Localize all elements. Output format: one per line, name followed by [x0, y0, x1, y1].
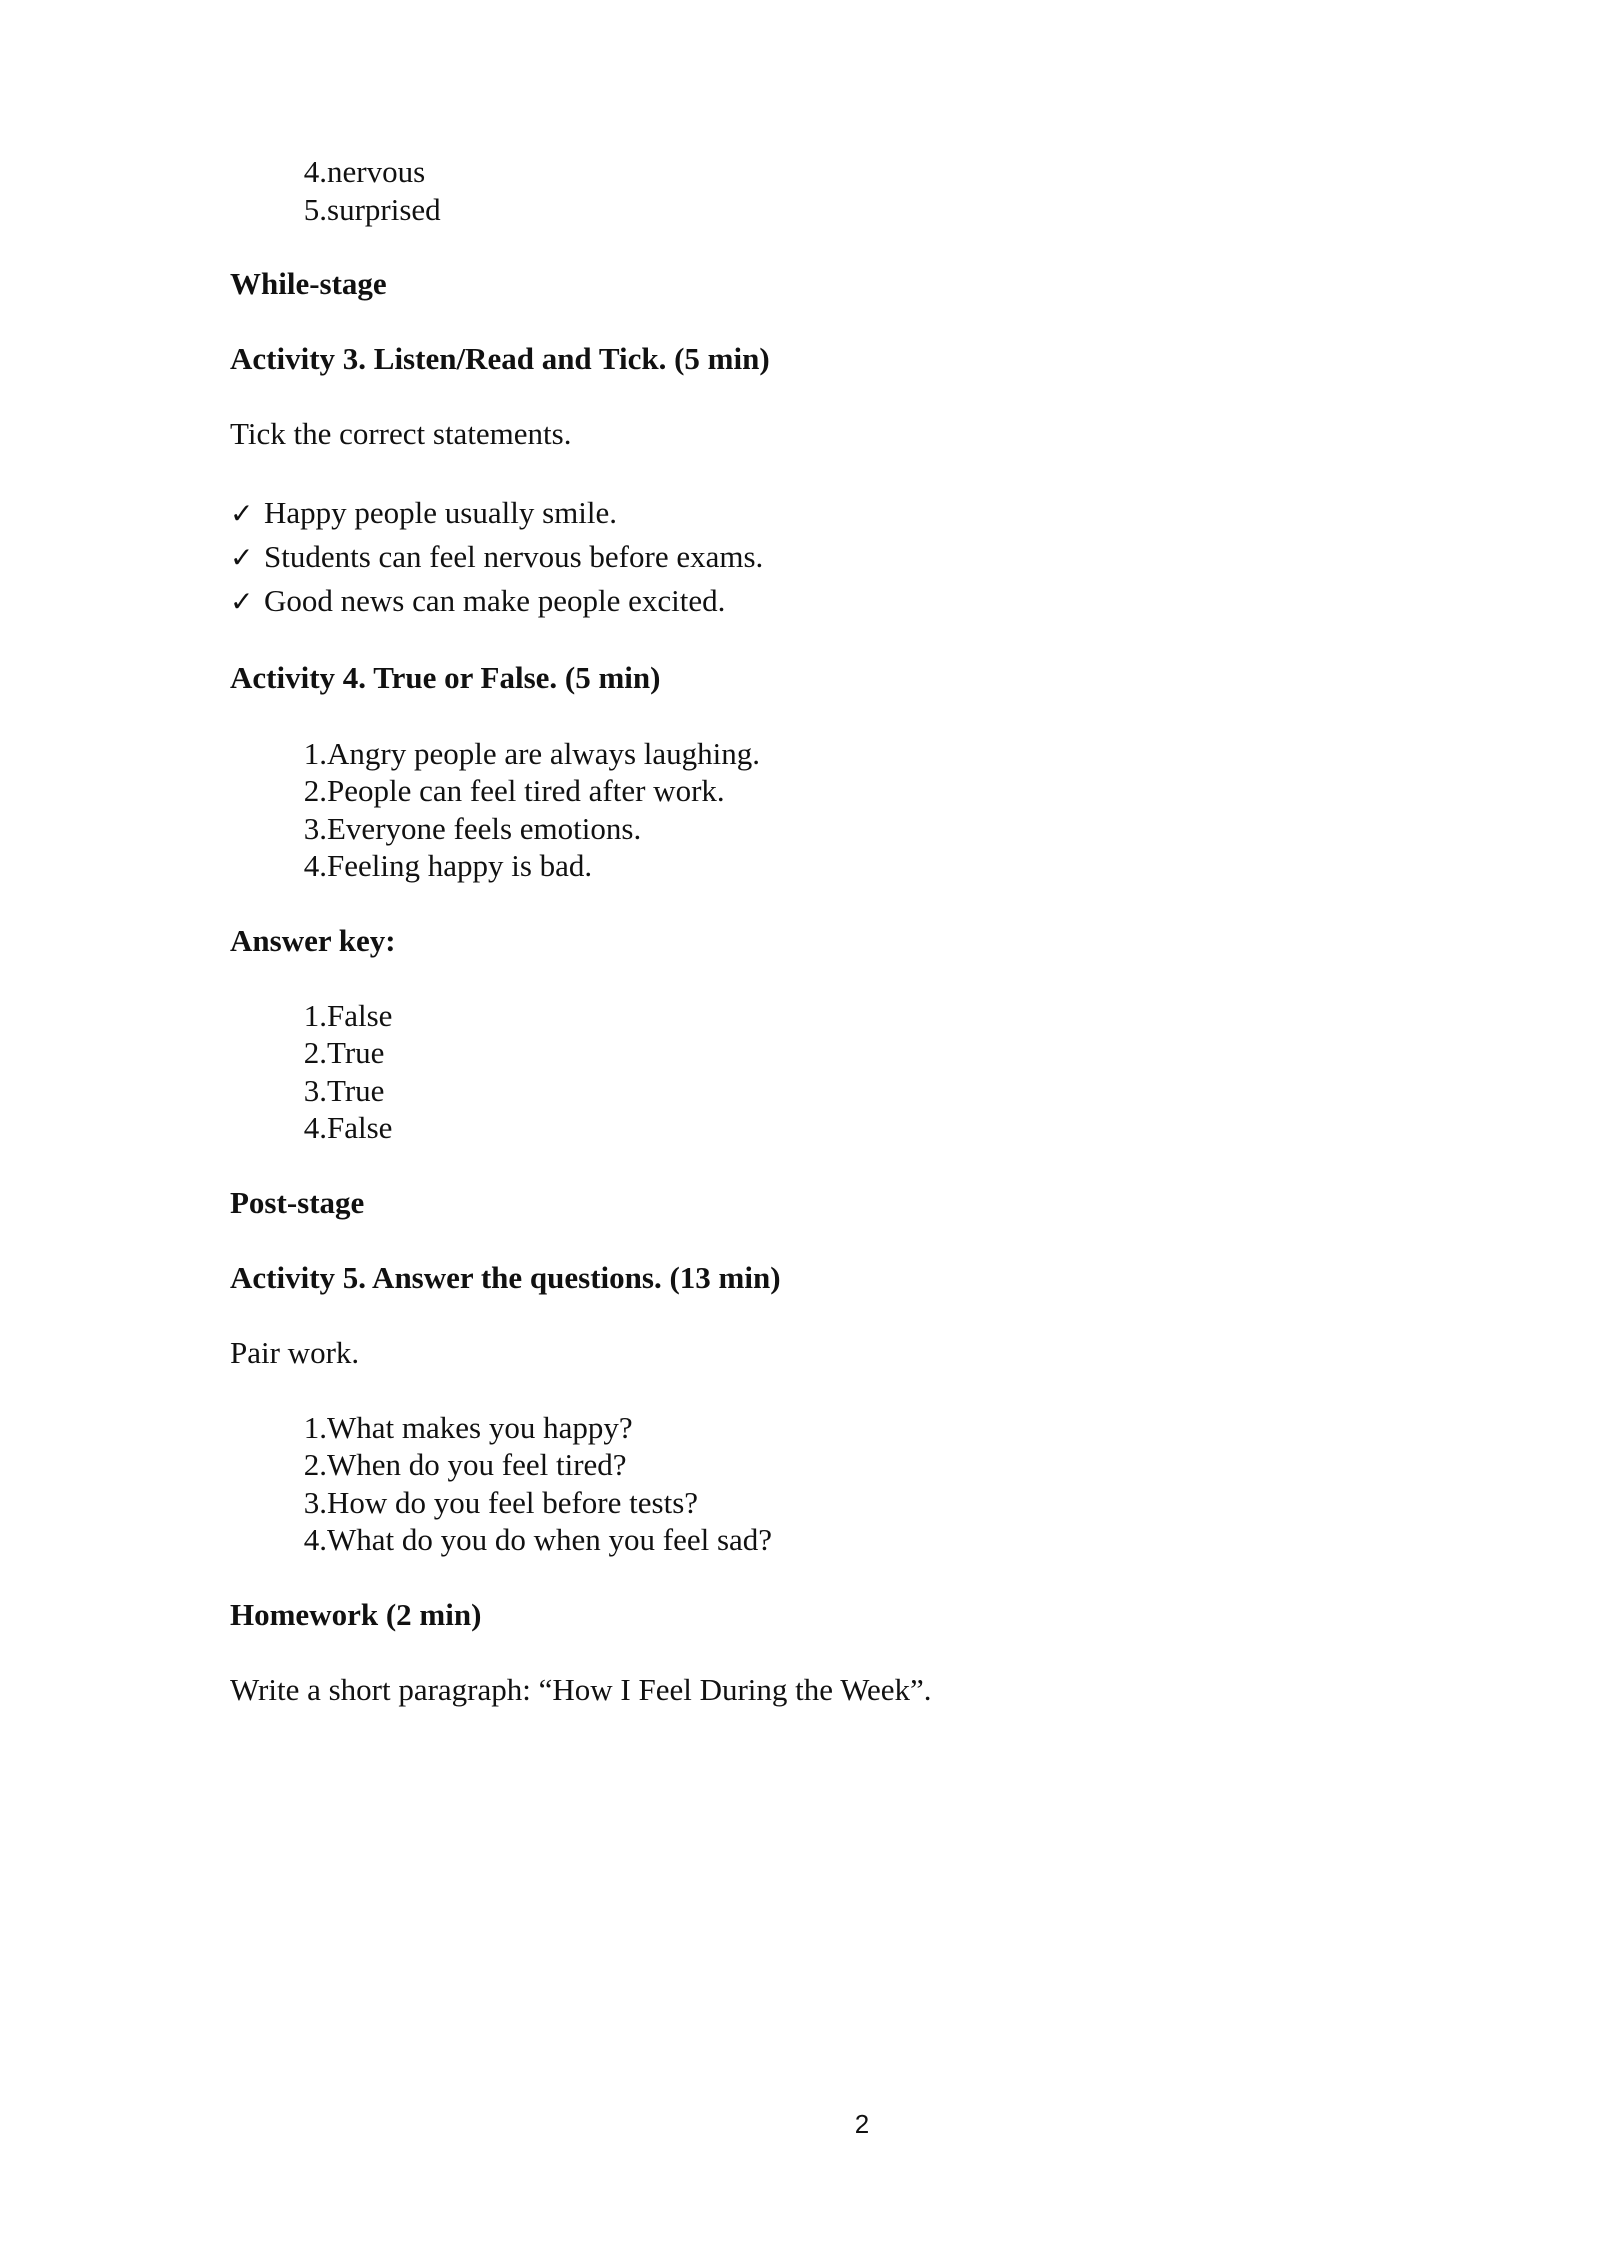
activity-4-title: Activity 4. True or False. (5 min): [230, 660, 661, 695]
list-item: [303, 1034, 385, 1072]
list-item-text: When do you feel tired?: [327, 1447, 627, 1482]
list-item-text: True: [327, 1035, 385, 1070]
list-item: [303, 1072, 385, 1110]
check-statement-text: Students can feel nervous before exams.: [264, 539, 764, 574]
list-item: [303, 1409, 633, 1447]
list-item: [303, 997, 393, 1035]
list-item: [303, 191, 441, 229]
list-item: [303, 810, 642, 848]
list-item-number: 2.: [303, 773, 327, 808]
list-item-number: 3.: [303, 1485, 327, 1520]
list-item-text: What makes you happy?: [327, 1410, 633, 1445]
list-item-text: nervous: [327, 154, 426, 189]
check-statement: [230, 582, 725, 621]
section-heading-while-stage: While-stage: [230, 266, 387, 301]
list-item-text: What do you do when you feel sad?: [327, 1522, 773, 1557]
list-item: [303, 1484, 699, 1522]
check-statement: [230, 538, 763, 577]
list-item-text: Angry people are always laughing.: [327, 736, 761, 771]
list-item: [303, 772, 725, 810]
list-item-number: 3.: [303, 811, 327, 846]
homework-title: Homework (2 min): [230, 1597, 482, 1632]
check-statement-text: Good news can make people excited.: [264, 583, 726, 618]
list-item-number: 4.: [303, 154, 327, 189]
page-number: 2: [854, 2109, 870, 2139]
list-item-text: People can feel tired after work.: [327, 773, 725, 808]
list-item-text: False: [327, 998, 393, 1033]
list-item-number: 4.: [303, 1110, 327, 1145]
list-item-number: 5.: [303, 192, 327, 227]
list-item-number: 1.: [303, 1410, 327, 1445]
check-statement-text: Happy people usually smile.: [264, 495, 617, 530]
homework-text: Write a short paragraph: “How I Feel During the Week”.: [230, 1672, 932, 1707]
list-item: [303, 1109, 393, 1147]
list-item-text: How do you feel before tests?: [327, 1485, 699, 1520]
checkmark-icon: ✓: [230, 541, 254, 574]
list-item-number: 4.: [303, 1522, 327, 1557]
list-item-text: Everyone feels emotions.: [327, 811, 642, 846]
list-item: [303, 153, 426, 191]
checkmark-icon: ✓: [230, 585, 254, 618]
list-item-number: 3.: [303, 1073, 327, 1108]
list-item-number: 2.: [303, 1035, 327, 1070]
list-item-text: Feeling happy is bad.: [327, 848, 593, 883]
list-item-number: 1.: [303, 736, 327, 771]
activity-3-instruction: Tick the correct statements.: [230, 416, 572, 451]
checkmark-icon: ✓: [230, 497, 254, 530]
activity-3-title: Activity 3. Listen/Read and Tick. (5 min): [230, 341, 770, 376]
list-item-number: 2.: [303, 1447, 327, 1482]
list-item: [303, 1446, 627, 1484]
answer-key-title: Answer key:: [230, 923, 396, 958]
list-item-text: True: [327, 1073, 385, 1108]
check-statement: [230, 494, 617, 533]
list-item-number: 4.: [303, 848, 327, 883]
list-item: [303, 735, 761, 773]
activity-5-instruction: Pair work.: [230, 1335, 360, 1370]
section-heading-post-stage: Post-stage: [230, 1185, 365, 1220]
list-item-number: 1.: [303, 998, 327, 1033]
list-item-text: surprised: [327, 192, 441, 227]
list-item-text: False: [327, 1110, 393, 1145]
activity-5-title: Activity 5. Answer the questions. (13 min): [230, 1260, 781, 1295]
list-item: [303, 847, 593, 885]
list-item: [303, 1521, 773, 1559]
